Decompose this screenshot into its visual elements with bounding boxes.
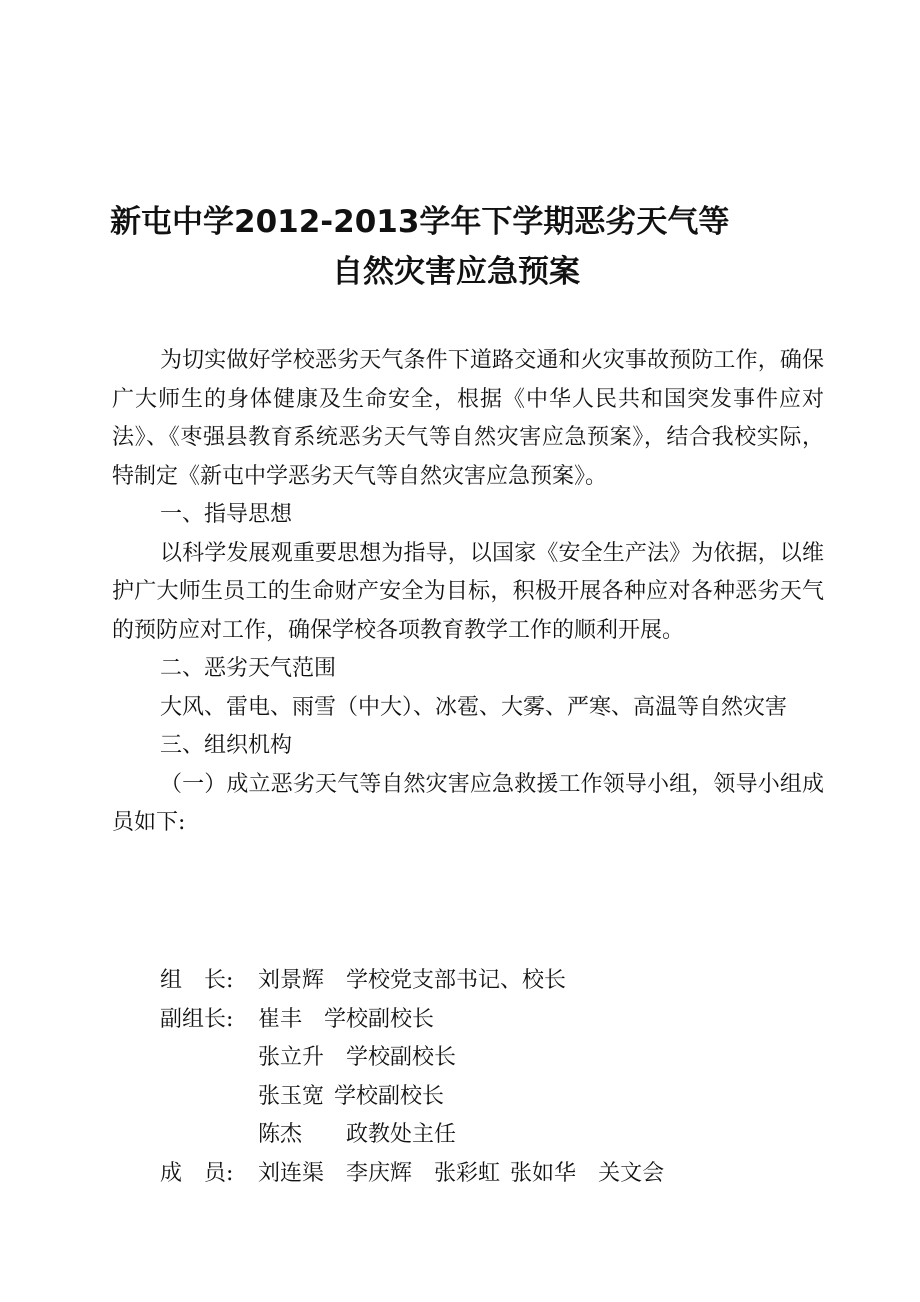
leader-name: 刘景辉 [258, 968, 325, 993]
document-title-line1: 新屯中学2012-2013学年下学期恶劣天气等 [110, 204, 730, 240]
member-name: 刘连渠 [258, 1160, 325, 1186]
roster-row-deputy-3 [160, 1078, 664, 1117]
document-body [112, 342, 824, 843]
roster-row-deputy-2 [160, 1039, 664, 1078]
deputy-position: 政教处主任 [346, 1122, 457, 1147]
member-name: 张如华 [510, 1160, 577, 1186]
section1-paragraph: 以科学发展观重要思想为指导，以国家《安全生产法》为依据，以维护广大师生员工的生命财产安全为目标，积极开展各种应对各种恶劣天气的预防应对工作，确保学校各项教育教学工作的顺利开展。 [112, 540, 824, 643]
roster-row-deputy-4 [160, 1116, 664, 1155]
roster-row-leader [160, 962, 664, 1001]
roster-row-members [160, 1155, 664, 1194]
deputy-name: 崔丰 [258, 1006, 303, 1032]
deputy-name: 陈杰 [258, 1122, 303, 1147]
section2-heading: 二、恶劣天气范围 [160, 656, 337, 681]
section3-heading: 三、组织机构 [160, 733, 293, 758]
deputy-position: 学校副校长 [324, 1006, 435, 1032]
role-deputy-label: 副组长: [160, 1006, 234, 1032]
role-leader-label: 组 长: [160, 968, 234, 993]
leader-position: 学校党支部书记、校长 [346, 968, 567, 993]
member-name: 张彩虹 [434, 1160, 501, 1186]
role-members-label: 成 员: [160, 1160, 234, 1186]
section3-subheading: （一）成立恶劣天气等自然灾害应急救援工作领导小组，领导小组成员如下: [112, 771, 824, 835]
section2-paragraph: 大风、雷电、雨雪（中大）、冰雹、大雾、严寒、高温等自然灾害 [160, 694, 788, 720]
intro-paragraph: 为切实做好学校恶劣天气条件下道路交通和火灾事故预防工作，确保广大师生的身体健康及生命安全，根据《中华人民共和国突发事件应对法》、《枣强县教育系统恶劣天气等自然灾害应急预案》，结合我校实际，特制定《新屯中学恶劣天气等自然灾害应急预案》。 [112, 348, 824, 489]
leadership-roster [160, 962, 664, 1193]
member-name: 李庆辉 [346, 1160, 413, 1186]
deputy-position: 学校副校长 [334, 1083, 445, 1109]
deputy-name: 张玉宽 [258, 1083, 325, 1109]
roster-row-deputy-1 [160, 1001, 664, 1040]
section1-heading: 一、指导思想 [160, 502, 293, 527]
document-title-line2: 自然灾害应急预案 [332, 254, 580, 290]
deputy-name: 张立升 [258, 1045, 325, 1070]
deputy-position: 学校副校长 [346, 1045, 457, 1070]
member-name: 关文会 [598, 1160, 665, 1186]
